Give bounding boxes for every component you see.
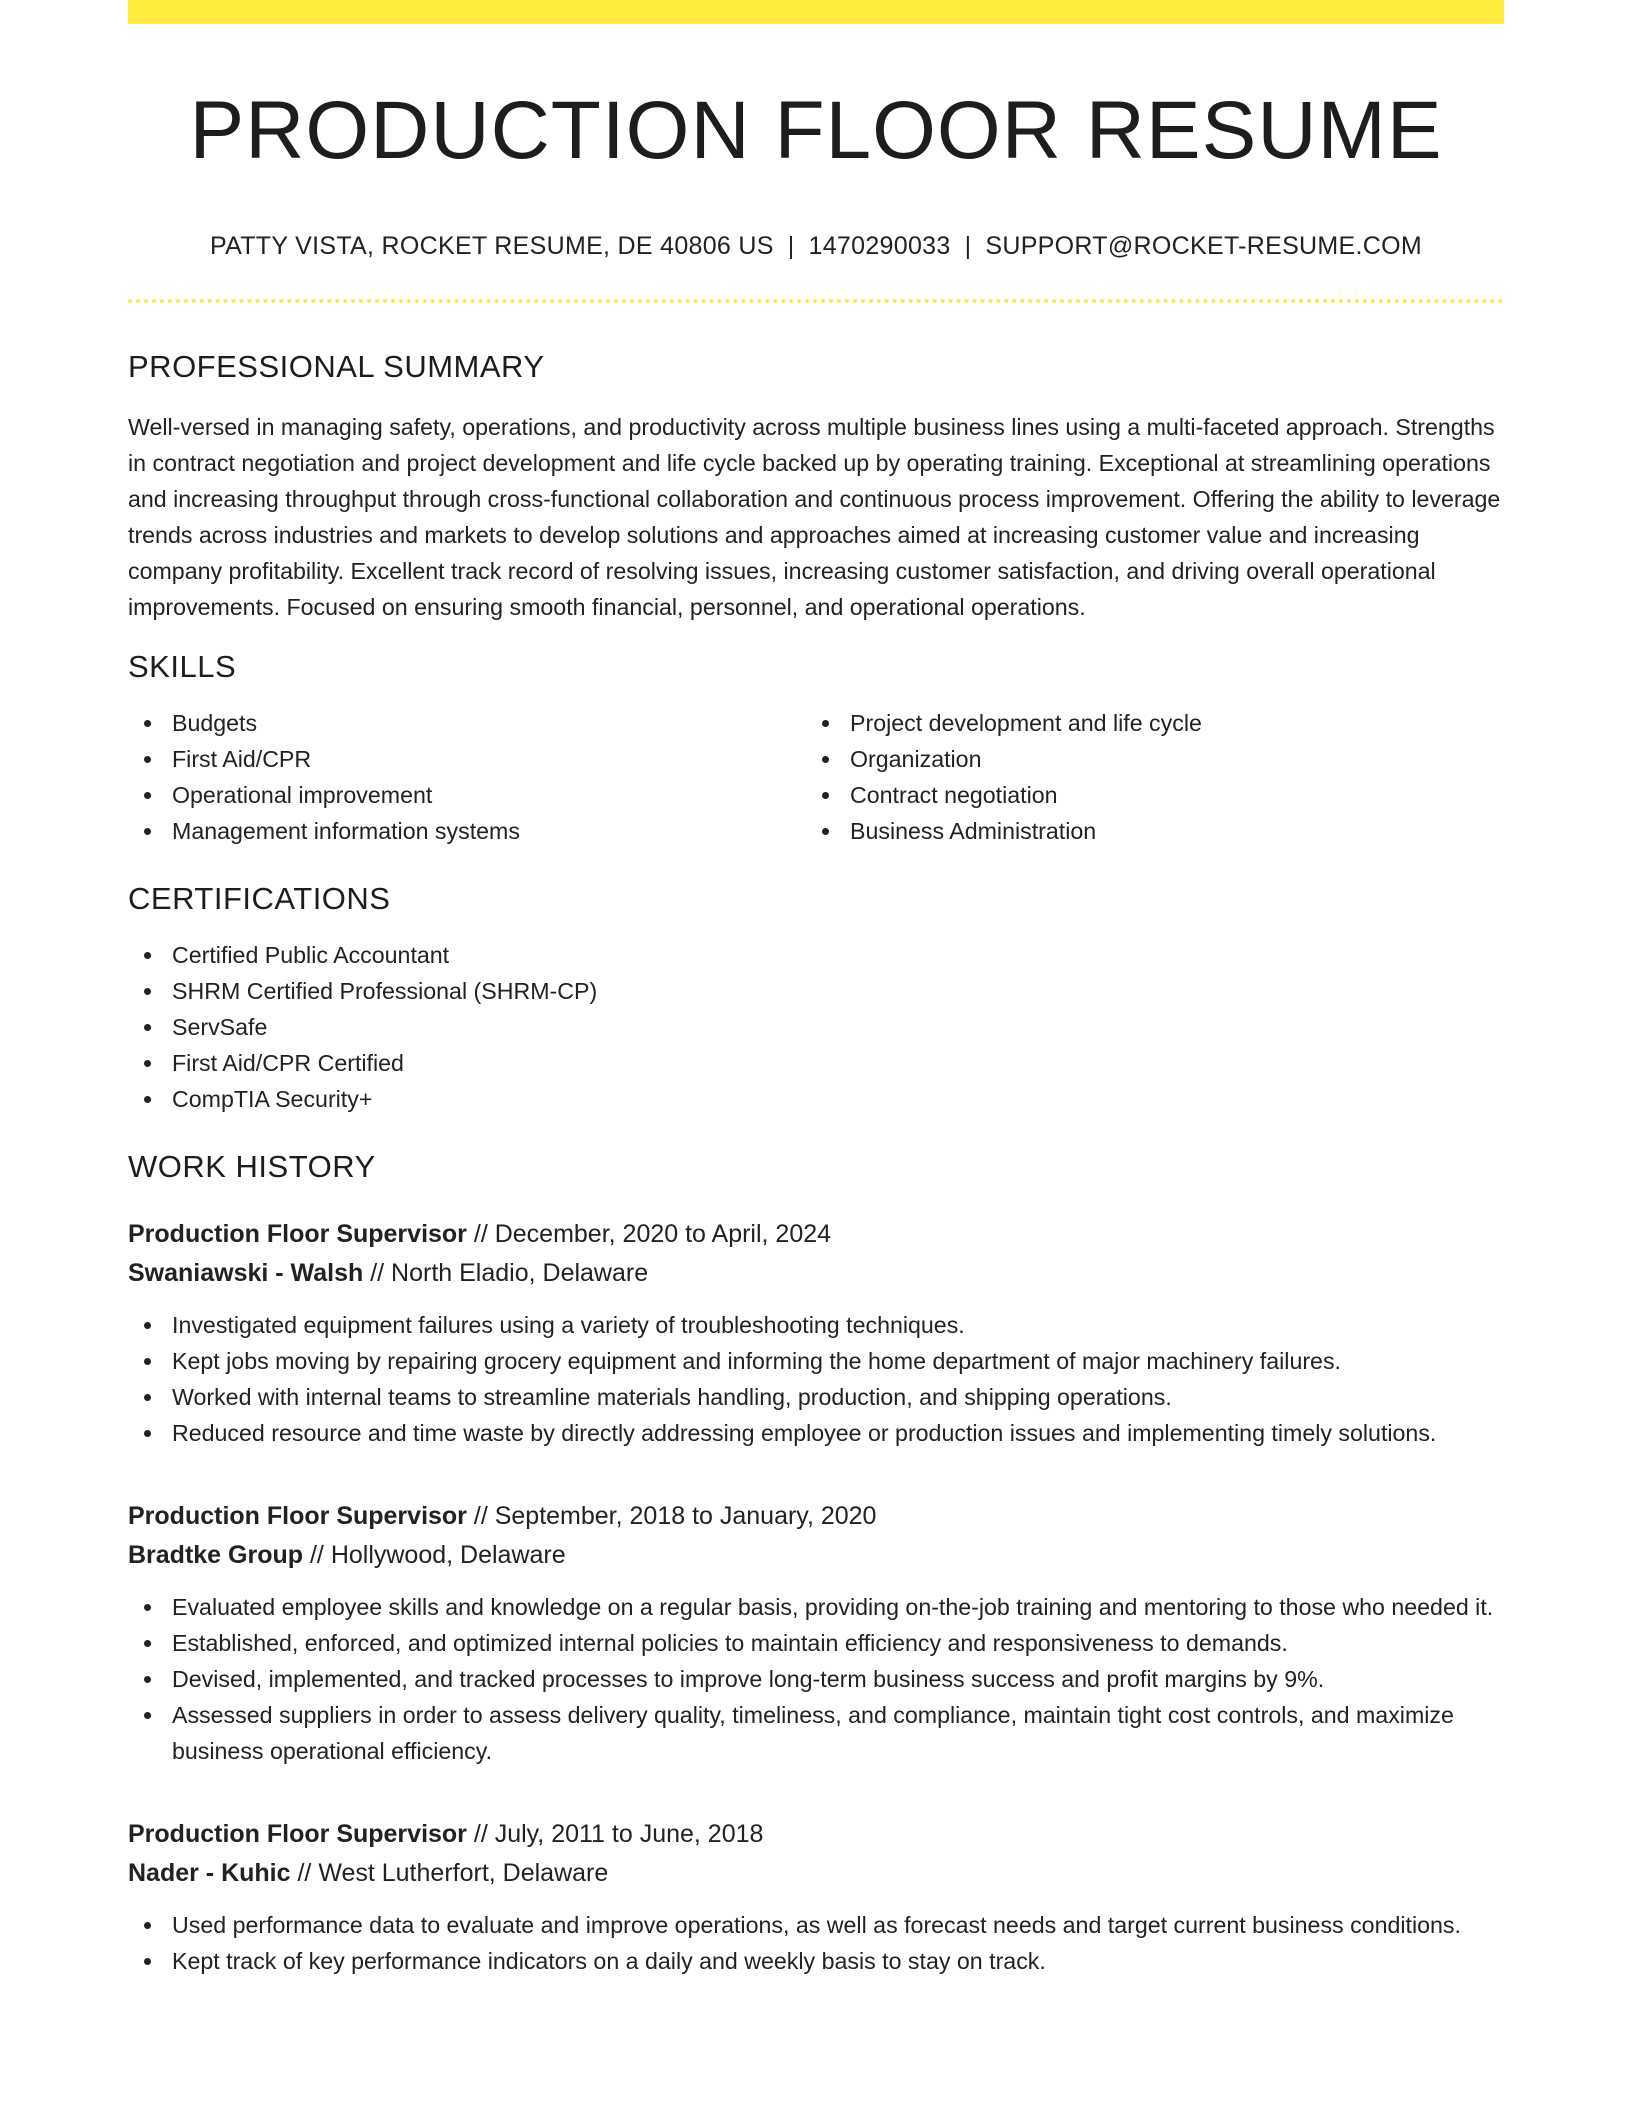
accent-top-bar [128,0,1504,24]
job-dates: // December, 2020 to April, 2024 [466,1220,832,1249]
job-company-line [128,1536,1504,1575]
job-title-line [128,1497,1504,1536]
job-company: Nader - Kuhic [128,1859,291,1888]
job-bullet: Kept track of key performance indicators on a daily and weekly basis to stay on track. [128,1943,1504,1979]
certification-item: ServSafe [128,1009,1504,1045]
job-bullet: Kept jobs moving by repairing grocery equipment and informing the home department of major machinery failures. [128,1343,1504,1379]
certification-item: CompTIA Security+ [128,1081,1504,1117]
dotted-divider [128,299,1504,303]
certifications-list [128,937,1504,1117]
job-company: Swaniawski - Walsh [128,1259,364,1288]
summary-heading: PROFESSIONAL SUMMARY [128,349,545,385]
job-entry [128,1215,1504,1451]
job-bullet: Investigated equipment failures using a variety of troubleshooting techniques. [128,1307,1504,1343]
job-location: // Hollywood, Delaware [303,1541,566,1570]
skill-item: Project development and life cycle [806,705,1484,741]
job-bullet: Worked with internal teams to streamline materials handling, production, and shipping operations. [128,1379,1504,1415]
skills-heading: SKILLS [128,649,237,685]
job-dates: // September, 2018 to January, 2020 [466,1502,877,1531]
certification-item: SHRM Certified Professional (SHRM-CP) [128,973,1504,1009]
job-title: Production Floor Supervisor [128,1820,467,1849]
job-dates: // July, 2011 to June, 2018 [466,1820,764,1849]
skill-item: Management information systems [128,813,806,849]
summary-text: Well-versed in managing safety, operations, and productivity across multiple business lines using a multi-faceted approach. Strengths in contract negotiation and project development and life cycle backed up by operating training. Exceptional at streamlining operations and increasing throughput through cross-functional collaboration and continuous process improvement. Offering the ability to leverage trends across industries and markets to develop solutions and approaches aimed at increasing customer value and increasing company profitability. Excellent track record of resolving issues, increasing customer satisfaction, and driving overall operational improvements. Focused on ensuring smooth financial, personnel, and operational operations. [128,414,1501,621]
job-bullets [128,1589,1504,1769]
skill-item: Budgets [128,705,806,741]
job-company: Bradtke Group [128,1541,304,1570]
resume-page [128,0,1504,1979]
skills-list-left [128,705,806,849]
skills-list-right [806,705,1484,849]
job-bullets [128,1907,1504,1979]
contact-email: SUPPORT@ROCKET-RESUME.COM [985,232,1422,261]
job-entry [128,1815,1504,1979]
skill-item: First Aid/CPR [128,741,806,777]
job-title: Production Floor Supervisor [128,1502,467,1531]
job-location: // West Lutherfort, Delaware [290,1859,609,1888]
job-location: // North Eladio, Delaware [363,1259,649,1288]
contact-separator: | [964,232,972,261]
job-bullet: Evaluated employee skills and knowledge on a regular basis, providing on-the-job training and mentoring to those who needed it. [128,1589,1504,1625]
job-title-line [128,1215,1504,1254]
contact-separator: | [787,232,795,261]
job-title: Production Floor Supervisor [128,1220,467,1249]
job-bullets [128,1307,1504,1451]
job-entry [128,1497,1504,1769]
job-bullet: Devised, implemented, and tracked processes to improve long-term business success and profit margins by 9%. [128,1661,1504,1697]
job-company-line [128,1854,1504,1893]
skill-item: Operational improvement [128,777,806,813]
contact-address: PATTY VISTA, ROCKET RESUME, DE 40806 US [210,232,774,261]
job-bullet: Established, enforced, and optimized internal policies to maintain efficiency and responsiveness to demands. [128,1625,1504,1661]
job-title-line [128,1815,1504,1854]
job-bullet: Reduced resource and time waste by directly addressing employee or production issues and implementing timely solutions. [128,1415,1504,1451]
job-company-line [128,1254,1504,1293]
skills-grid [128,705,1504,849]
contact-phone: 1470290033 [808,232,951,261]
certification-item: First Aid/CPR Certified [128,1045,1504,1081]
contact-line [128,232,1504,261]
skill-item: Business Administration [806,813,1484,849]
job-bullet: Assessed suppliers in order to assess delivery quality, timeliness, and compliance, maintain tight cost controls, and maximize business operational efficiency. [128,1697,1504,1769]
skill-item: Organization [806,741,1484,777]
job-bullet: Used performance data to evaluate and improve operations, as well as forecast needs and target current business conditions. [128,1907,1504,1943]
resume-title: PRODUCTION FLOOR RESUME [189,85,1443,176]
certifications-heading: CERTIFICATIONS [128,881,391,917]
work-history-heading: WORK HISTORY [128,1149,376,1185]
skill-item: Contract negotiation [806,777,1484,813]
certification-item: Certified Public Accountant [128,937,1504,973]
